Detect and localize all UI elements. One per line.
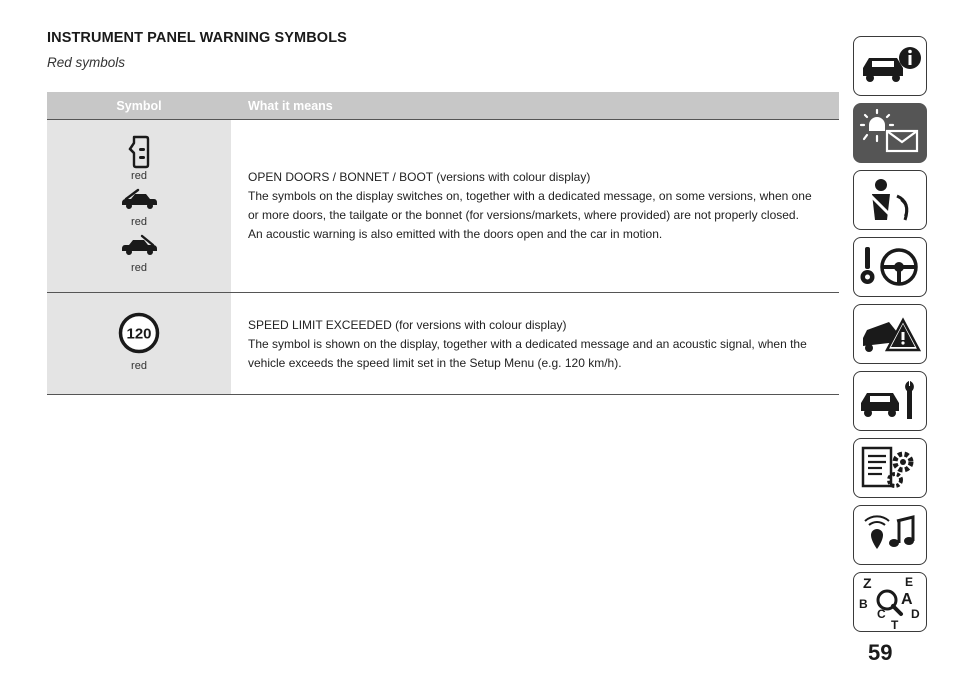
bonnet-open-icon <box>119 188 159 210</box>
column-header-symbol: Symbol <box>116 98 162 113</box>
page-number: 59 <box>868 640 893 665</box>
symbol-cell <box>47 293 231 394</box>
index-letter: C <box>877 607 886 621</box>
index-letter: B <box>859 597 868 611</box>
index-letter: E <box>905 575 914 589</box>
meaning-line: An acoustic warning is also emitted with the doors open and the car in motion. <box>248 227 663 241</box>
column-header-meaning: What it means <box>248 98 333 113</box>
warning-title: OPEN DOORS / BONNET / BOOT (versions with colour display) <box>248 170 591 184</box>
symbol-cell <box>47 120 231 292</box>
tab-technical-data[interactable] <box>853 438 927 498</box>
table-header <box>47 92 839 120</box>
tab-warning-lights[interactable] <box>853 103 927 163</box>
symbol-item <box>127 135 151 183</box>
tab-multimedia[interactable] <box>853 505 927 565</box>
symbol-item <box>118 312 160 373</box>
steering-wheel-key-icon <box>857 243 923 291</box>
symbol-color-label: red <box>131 170 147 182</box>
section-subtitle: Red symbols <box>47 55 126 70</box>
table-row <box>47 120 839 292</box>
tab-car-info[interactable] <box>853 36 927 96</box>
tab-maintenance[interactable] <box>853 371 927 431</box>
warning-symbols-table <box>47 92 839 395</box>
multimedia-icon <box>857 511 923 559</box>
meaning-line: vehicle exceeds the speed limit set in the Setup Menu (e.g. 120 km/h). <box>248 356 622 370</box>
tab-index[interactable] <box>853 572 927 632</box>
safety-airbag-icon <box>857 176 923 224</box>
index-letter: A <box>901 591 913 608</box>
symbol-color-label: red <box>131 216 147 228</box>
symbol-color-label: red <box>131 360 147 372</box>
symbol-item <box>119 188 159 229</box>
warning-lights-icon <box>857 109 923 157</box>
page-title: INSTRUMENT PANEL WARNING SYMBOLS <box>47 30 347 46</box>
emergency-icon <box>857 310 923 358</box>
speed-limit-icon <box>118 312 160 354</box>
car-maintenance-icon <box>857 377 923 425</box>
meaning-cell <box>231 120 839 292</box>
meaning-line: The symbol is shown on the display, together with a dedicated message and an acoustic signal, when the <box>248 337 807 351</box>
door-open-icon <box>127 135 151 169</box>
technical-data-icon <box>857 444 923 492</box>
boot-open-icon <box>119 234 159 256</box>
meaning-line: or more doors, the tailgate or the bonnet (for versions/markets, where provided) are not properly closed. <box>248 208 799 222</box>
index-letter: D <box>911 607 920 621</box>
speed-limit-value: 120 <box>126 325 152 343</box>
warning-title: SPEED LIMIT EXCEEDED (for versions with colour display) <box>248 318 567 332</box>
table-row <box>47 292 839 394</box>
tab-starting-driving[interactable] <box>853 237 927 297</box>
meaning-cell <box>231 293 839 394</box>
index-letter: T <box>891 618 899 630</box>
meaning-line: The symbols on the display switches on, together with a dedicated message, on some versions, when one <box>248 189 812 203</box>
car-info-icon <box>857 42 923 90</box>
symbol-item <box>119 234 159 275</box>
index-letter: Z <box>863 575 872 591</box>
index-icon <box>857 574 923 630</box>
symbol-color-label: red <box>131 262 147 274</box>
tab-safety[interactable] <box>853 170 927 230</box>
tab-emergency[interactable] <box>853 304 927 364</box>
